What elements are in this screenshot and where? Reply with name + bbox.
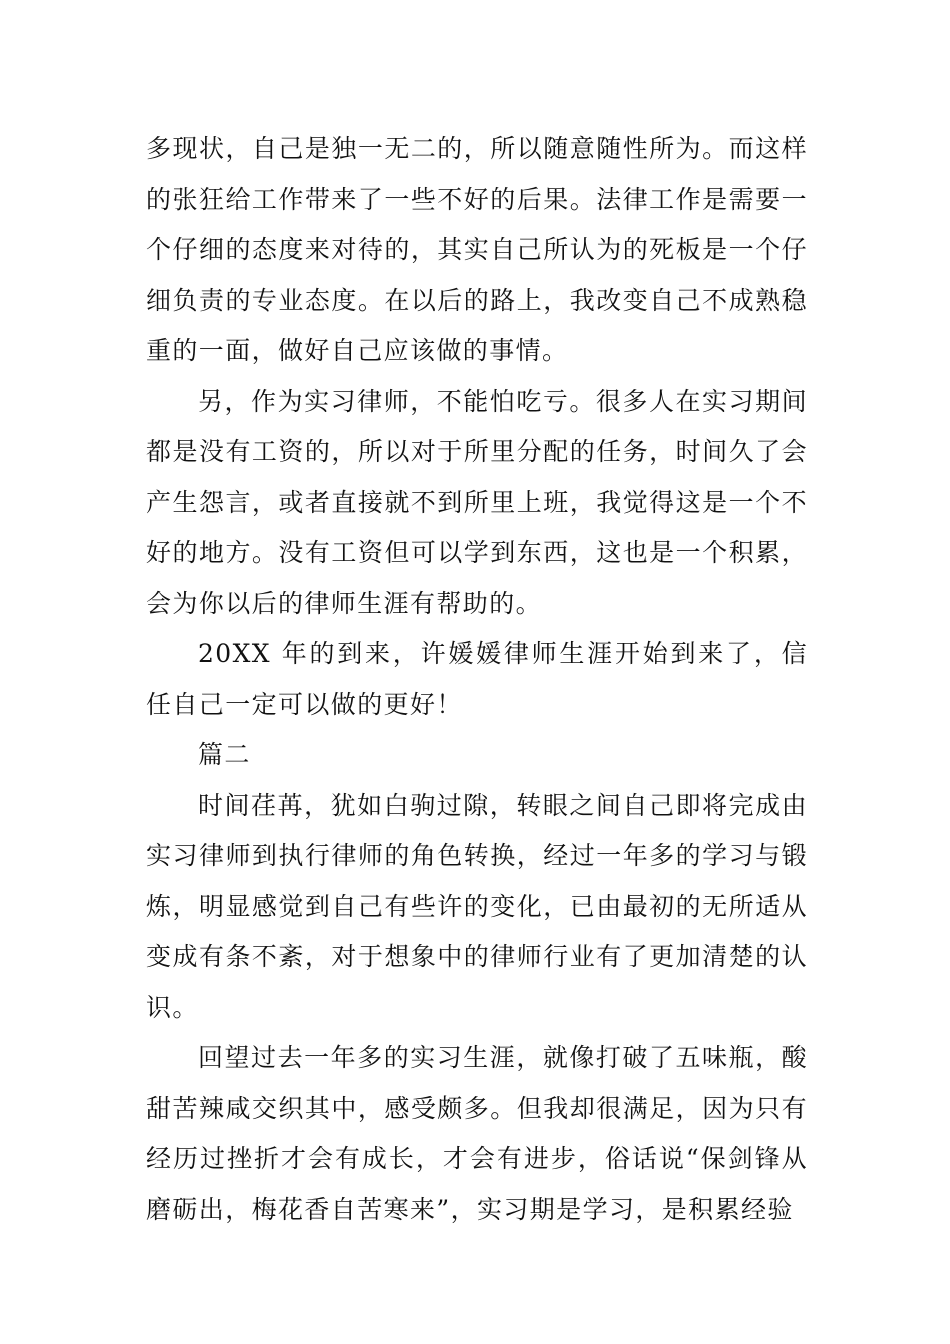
paragraph-5: 回望过去一年多的实习生涯，就像打破了五味瓶，酸甜苦辣咸交织其中，感受颇多。但我却很满足，因为只有经历过挫折才会有成长，才会有进步，俗话说“保剑锋从磨砺出，梅花香自苦寒来”，实习期是学习，是积累经验 — [146, 1043, 808, 1224]
document-body — [146, 124, 808, 1235]
paragraph-3: 20XX 年的到来，许媛媛律师生涯开始到来了，信任自己一定可以做的更好！ — [146, 639, 808, 719]
paragraph-2: 另，作为实习律师，不能怕吃亏。很多人在实习期间都是没有工资的，所以对于所里分配的任务，时间久了会产生怨言，或者直接就不到所里上班，我觉得这是一个不好的地方。没有工资但可以学到东西，这也是一个积累，会为你以后的律师生涯有帮助的。 — [146, 386, 808, 618]
paragraph-1: 多现状，自己是独一无二的，所以随意随性所为。而这样的张狂给工作带来了一些不好的后果。法律工作是需要一个仔细的态度来对待的，其实自己所认为的死板是一个仔细负责的专业态度。在以后的路上，我改变自己不成熟稳重的一面，做好自己应该做的事情。 — [146, 134, 808, 365]
section-heading: 篇二 — [198, 740, 251, 769]
paragraph-4: 时间荏苒，犹如白驹过隙，转眼之间自己即将完成由实习律师到执行律师的角色转换，经过一年多的学习与锻炼，明显感觉到自己有些许的变化，已由最初的无所适从变成有条不紊，对于想象中的律师行业有了更加清楚的认识。 — [146, 790, 808, 1022]
